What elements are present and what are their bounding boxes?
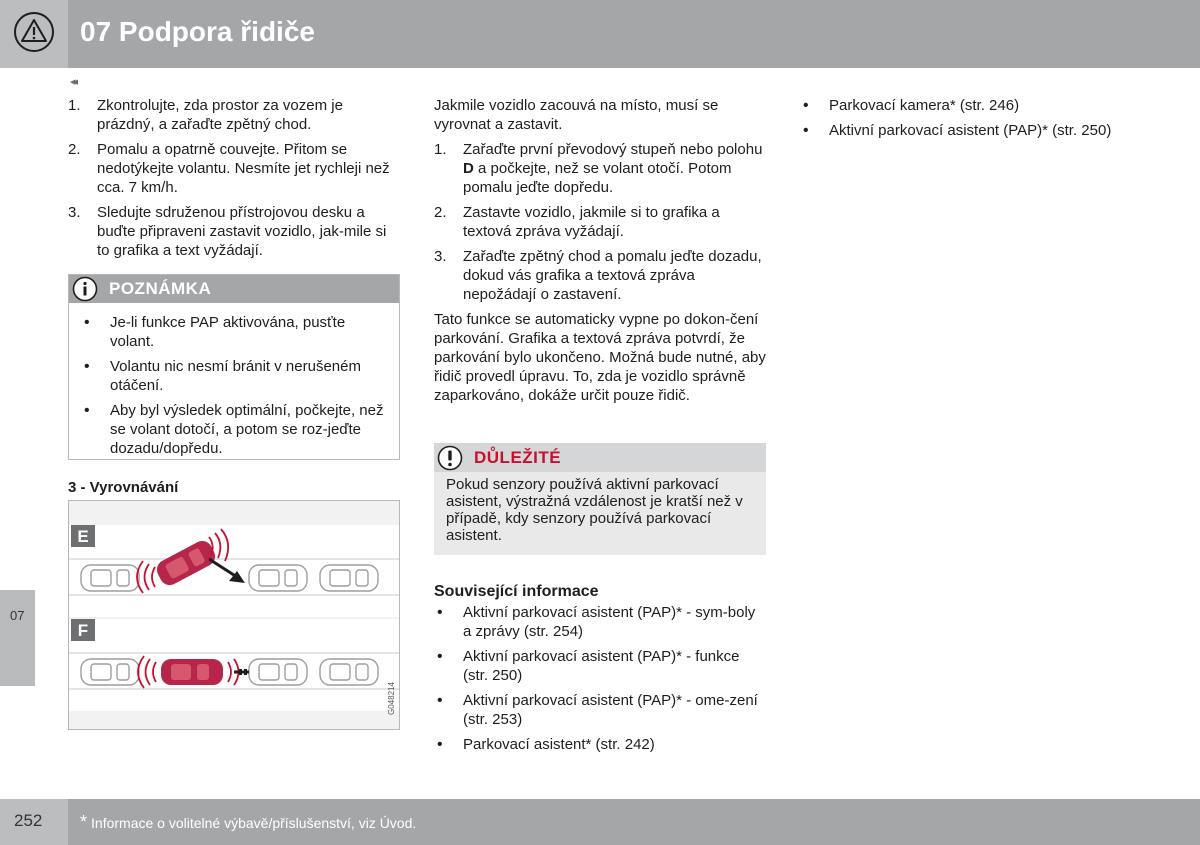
parked-car — [249, 565, 307, 591]
chapter-title: 07 Podpora řidiče — [80, 16, 315, 47]
chapter-header — [0, 0, 1200, 68]
note-title: POZNÁMKA — [109, 279, 212, 298]
label-f: F — [77, 621, 89, 640]
chapter-side-tab[interactable] — [0, 590, 35, 686]
list-item: 1. Zkontrolujte, zda prostor za vozem je prázdný, a zařaďte zpětný chod. — [68, 97, 343, 133]
list-item: • Je-li funkce PAP aktivována, pusťte volant. — [81, 313, 387, 351]
steps-list-2 — [434, 140, 766, 304]
important-title: DŮLEŽITÉ — [474, 448, 562, 467]
footnote-text: Informace o volitelné výbavě/příslušenství, viz Úvod. — [91, 815, 417, 831]
column-3 — [800, 96, 1160, 146]
related-info — [434, 582, 766, 760]
header-icon-box — [0, 0, 68, 68]
important-header — [434, 443, 766, 472]
side-tab-label: 07 — [10, 608, 25, 623]
note-box — [68, 274, 400, 460]
steps-list-1 — [68, 96, 400, 260]
related-link[interactable]: • Parkovací asistent* (str. 242) — [434, 735, 766, 754]
related-link[interactable]: • Aktivní parkovací asistent (PAP)* - sym-boly a zprávy (str. 254) — [434, 603, 766, 641]
info-icon — [72, 276, 98, 302]
page-number: 252 — [14, 811, 43, 830]
parked-car — [320, 565, 378, 591]
page-footer — [0, 799, 1200, 845]
list-item: 3. Sledujte sdruženou přístrojovou desku a buďte připraveni zastavit vozidlo, jak-mile si to grafika a text vyžádají. — [68, 204, 387, 259]
important-box — [434, 443, 766, 555]
note-header — [69, 275, 399, 303]
parked-car — [81, 659, 139, 685]
page-number-box — [0, 799, 68, 845]
column-1 — [68, 96, 400, 715]
related-link[interactable]: • Aktivní parkovací asistent (PAP)* - ome-zení (str. 253) — [434, 691, 766, 729]
important-text: Pokud senzory používá aktivní parkovací asistent, výstražná vzdálenost je kratší než v případě, kdy senzory používá parkovací asistent. — [446, 476, 743, 544]
label-e: E — [77, 527, 89, 546]
footnote-star: * — [80, 812, 88, 832]
parking-figure — [68, 500, 400, 730]
figure-code: G048214 — [387, 682, 396, 715]
list-item: • Volantu nic nesmí bránit v nerušeném otáčení. — [81, 357, 387, 395]
list-item: 1. Zařaďte první převodový stupeň nebo polohu D a počkejte, než se volant otočí. Potom pomalu jeďte dopředu. — [434, 141, 763, 196]
active-car — [161, 659, 223, 685]
list-item: 3. Zařaďte zpětný chod a pomalu jeďte dozadu, dokud vás grafika a textová zpráva nepožádají o zastavení. — [434, 248, 762, 303]
section-heading: 3 - Vyrovnávání — [68, 479, 179, 496]
column-2 — [434, 96, 766, 753]
related-list — [434, 603, 766, 754]
list-item: 2. Pomalu a opatrně couvejte. Přitom se nedotýkejte volantu. Nesmíte jet rychleji než cca. 7 km/h. — [68, 141, 390, 196]
back-arrows-icon[interactable]: ◂◂ — [70, 76, 76, 88]
intro-text: Jakmile vozidlo zacouvá na místo, musí se vyrovnat a zastavit. — [434, 97, 719, 133]
parked-car — [249, 659, 307, 685]
exclamation-icon — [437, 445, 463, 471]
note-list — [81, 313, 387, 458]
list-item: 2. Zastavte vozidlo, jakmile si to grafika a textová zpráva vyžádají. — [434, 204, 720, 240]
related-link[interactable]: • Aktivní parkovací asistent (PAP)* (str. 250) — [800, 121, 1160, 140]
related-link[interactable]: • Aktivní parkovací asistent (PAP)* - funkce (str. 250) — [434, 647, 766, 685]
footnote — [80, 813, 416, 833]
body-paragraph: Tato funkce se automaticky vypne po dokon-čení parkování. Grafika a textová zpráva potvrdí, že parkování bylo ukončeno. Možná bude nutné, aby řidič provedl úpravu. To, zda je vozidlo správně zaparkováno, dokáže určit pouze řidič. — [434, 311, 766, 404]
note-body — [69, 303, 399, 458]
list-item: • Aby byl výsledek optimální, počkejte, než se volant dotočí, a potom se roz-jeďte dozadu/dopředu. — [81, 401, 387, 458]
related-link[interactable]: • Parkovací kamera* (str. 246) — [800, 96, 1160, 115]
related-list-continued — [800, 96, 1160, 140]
parked-car — [320, 659, 378, 685]
related-heading: Související informace — [434, 583, 599, 600]
parking-illustration — [69, 501, 399, 729]
parked-car — [81, 565, 139, 591]
warning-triangle-icon — [13, 11, 55, 53]
